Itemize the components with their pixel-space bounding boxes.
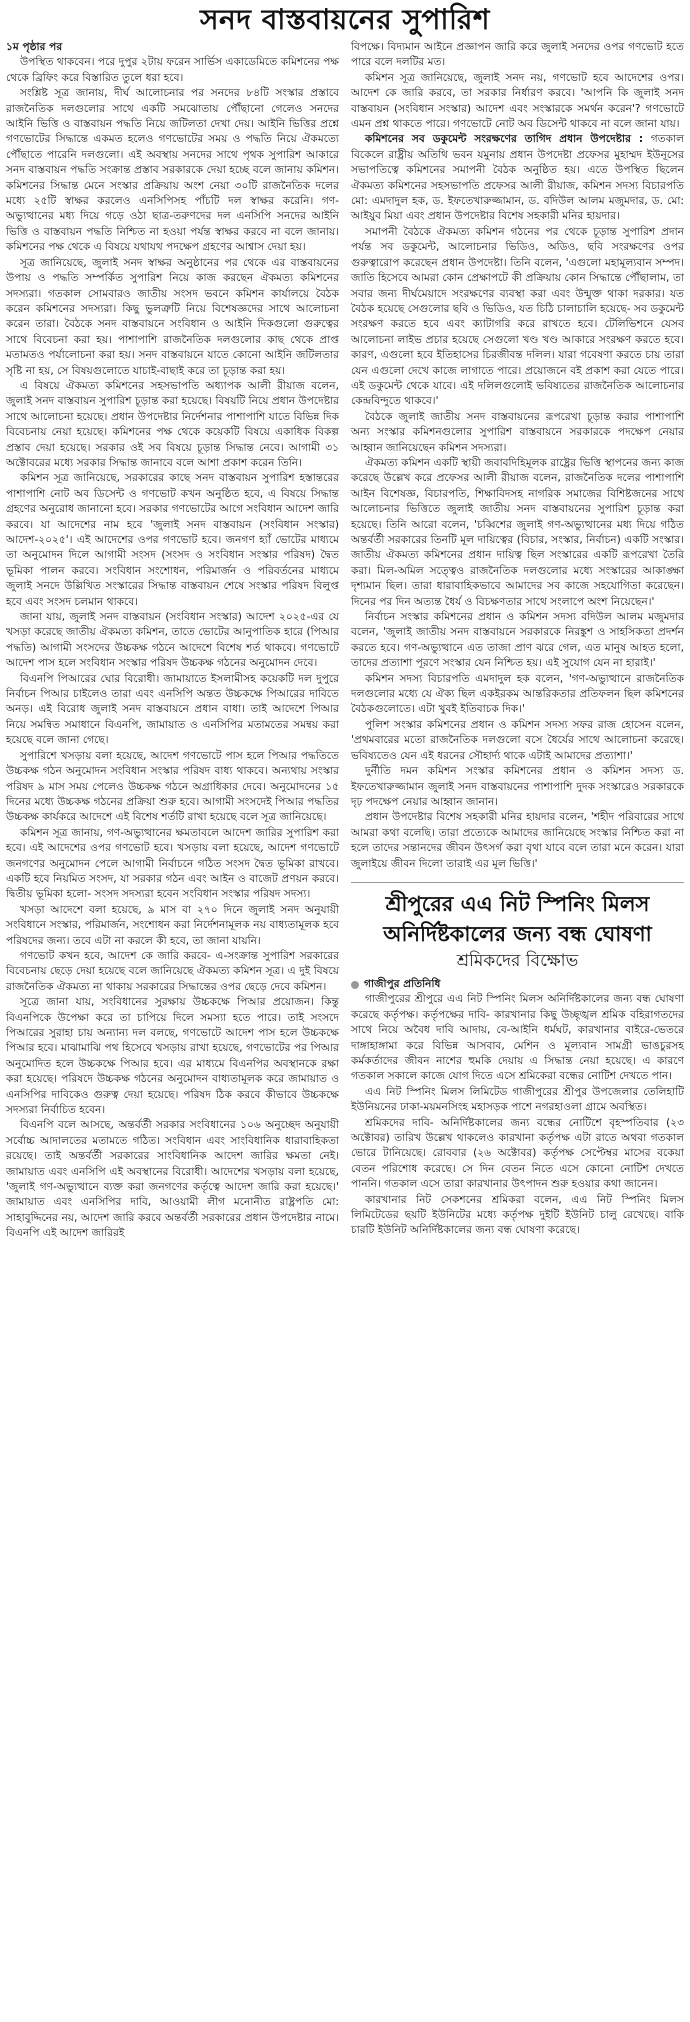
paragraph: বিএনপি পিআরের ঘোর বিরোধী। জামায়াতে ইসলামীসহ কয়েকটি দল দুপুরে নির্বাচন পিআর চাইলেও তারা এবং এনসিপি অন্তত উচ্চকক্ষে পিআরের দাবিতে অনড়। এই বিরোধ জুলাই সনদ বাস্তবায়নে প্রধান বাধা। তাই আদেশে পিআর নিয়ে সমন্বিত সমাধানে বিএনপি, জামায়াত ও এনসিপির মতামতের সমন্বয় করা হয়েছে বলে জানা গেছে। (6, 672, 339, 747)
paragraph: ঐকমত্য কমিশন একটি স্থায়ী জবাবদিহিমূলক রাষ্ট্রের ভিত্তি স্থাপনের জন্য কাজ করেছে উল্লেখ করে প্রফেসর আলী রীয়াজ বলেন, রাজনৈতিক দলের পাশাপাশি আইন বিশেষজ্ঞ, বিচারপতি, শিক্ষাবিদসহ নাগরিক সমাজের বিশিষ্টজনের সাথে আলোচনার ভিত্তিতে জুলাই জাতীয় সনদ বাস্তবায়নের সুপারিশ চূড়ান্ত করা হয়েছে। তিনি আরো বলেন, 'চব্বিশের জুলাই গণ-অভ্যুত্থানের মধ্য দিয়ে গঠিত অন্তর্বর্তী সরকারের তিনটি মূল দায়িত্বের (বিচার, সংস্কার, নির্বাচন) একটি সংস্কার। জাতীয় ঐকমত্য কমিশনের প্রধান দায়িত্ব ছিল সংস্কারের একটি রূপরেখা তৈরি করা। মিল-অমিল সত্ত্বেও রাজনৈতিক দলগুলোর মধ্যে সংস্কারের আকাঙ্ক্ষা দৃশ্যমান ছিল। তারা ধারাবাহিকভাবে আমাদের সব কাজে সহযোগিতা করেছেন। দিনের পর দিন অত্যন্ত ধৈর্য ও বিচক্ষণতার সাথে সংলাপে অংশ নিয়েছেন।' (351, 456, 684, 608)
paragraph: সমাপনী বৈঠকে ঐকমত্য কমিশন গঠনের পর থেকে চূড়ান্ত সুপারিশ প্রদান পর্যন্ত সব ডকুমেন্ট, আলোচনার ভিডিও, অডিও, ছবি সংরক্ষণের ওপর গুরুত্বারোপ করেছেন প্রধান উপদেষ্টা। তিনি বলেন, 'এগুলো মহামূল্যবান সম্পদ। জাতি হিসেবে আমরা কোন প্রেক্ষাপটে কী প্রক্রিয়ায় কোন সিদ্ধান্তে পৌঁছালাম, তা সবার জন্য দীর্ঘমেয়াদে সংরক্ষণের ব্যবস্থা করা এবং উন্মুক্ত থাকা দরকার। যত বৈঠক হয়েছে সেগুলোর ছবি ও ভিডিও, যত চিঠি চালাচালি হয়েছে- সব ডকুমেন্ট সংরক্ষণ করতে হবে এবং ক্যাটাগরি করে রাখতে হবে। টেলিভিশনে যেসব আলোচনা লাইভ প্রচার হয়েছে সেগুলো খণ্ড খণ্ড আকারে সংরক্ষণ করতে হবে। কারণ, এগুলো হবে ইতিহাসের চিরজীবন্ত দলিল। যারা গবেষণা করতে চায় তারা যেন এগুলো দেখে কাজে লাগাতে পারে। প্রয়োজনে বই প্রকাশ করা যেতে পারে। এই ডকুমেন্ট থেকে যাবে। এই দলিলগুলোই ভবিষ্যতের রাজনৈতিক আলোচনার কেন্দ্রবিন্দুতে থাকবে।' (351, 225, 684, 408)
continued-label: ১ম পৃষ্ঠার পর (6, 41, 63, 53)
paragraph: সূত্রে জানা যায়, সংবিধানের সুরক্ষায় উচ্চকক্ষে পিআর প্রয়োজন। কিন্তু বিএনপিকে উপেক্ষা করে তা চাপিয়ে দিলে সমস্যা হতে পারে। তাই সংসদে পিআরের সুরাহা চায় অন্যান্য দল বলছে, গণভোটে আদেশ পাস হলে উচ্চকক্ষে পিআর হবে। মাঝামাঝি পথ হিসেবে খসড়ায় রাখা হয়েছে, গণভোটের পর পিআর অনুমোদিত হলে উচ্চকক্ষে পিআর হবে। এর মাধ্যমে বিএনপির অবস্থানকে রক্ষা করা হয়েছে। পরিষদে উচ্চকক্ষ গঠনের অনুমোদন বাধ্যতামূলক করে জামায়াত ও এনসিপির দাবিকেও গুরুত্ব দেয়া হয়েছে। পরিষদ ঠিক করবে কীভাবে উচ্চকক্ষে সদস্যরা নির্বাচিত হবেন। (6, 996, 339, 1117)
second-article (351, 882, 684, 1239)
paragraph: পুলিশ সংস্কার কমিশনের প্রধান ও কমিশন সদস্য সফর রাজ হোসেন বলেন, 'প্রথমবারের মতো রাজনৈতিক দলগুলো বসে ধৈর্যের সাথে আলোচনা করেছে। ভবিষ্যতেও যেন এই ধরনের সৌহার্দ্য থাকে এটাই আমাদের প্রত্যাশা।' (351, 718, 684, 762)
byline (351, 977, 684, 992)
right-top-paragraphs (351, 40, 684, 132)
paragraph: কমিশন সদস্য বিচারপতি এমদাদুল হক বলেন, 'গণ-অভ্যুত্থানে রাজনৈতিক দলগুলোর মধ্যে যে ঐক্য ছিল একইরকম আন্তরিকতার প্রতিফলন ছিল কমিশনের বৈঠকগুলোতে। এটা খুবই ইতিবাচক দিক।' (351, 672, 684, 716)
paragraph: নির্বাচন সংস্কার কমিশনের প্রধান ও কমিশন সদস্য বদিউল আলম মজুমদার বলেন, 'জুলাই জাতীয় সনদ বাস্তবায়নে সরকারকে নিরঙ্কুশ ও সাহসিকতা প্রদর্শন করতে হবে। গণ-অভ্যুত্থানে এত তাজা প্রাণ ঝরে গেল, এত মানুষ আহত হলো, তাদের প্রত্যাশা পূরণে সংস্কার যেন নিশ্চিত হয়। এই সুযোগ যেন না হারাই।' (351, 611, 684, 670)
paragraph: কমিশন সূত্র জানিয়েছে, জুলাই সনদ নয়, গণভোট হবে আদেশের ওপর। আদেশ কে জারি করবে, তা সরকার নির্ধারণ করবে। 'আপনি কি জুলাই সনদ বাস্তবায়ন (সংবিধান সংস্কার) আদেশ এবং সংস্কারকে সমর্থন করেন'? গণভোটে এমন প্রশ্ন থাকতে পারে। গণভোটে নোট অব ডিসেন্ট থাকবে না বলে জানা যায়। (351, 71, 684, 131)
paragraph: গাজীপুরের শ্রীপুরে এএ নিট স্পিনিং মিলস অনির্দিষ্টকালের জন্য বন্ধ ঘোষণা করেছে কর্তৃপক্ষ। কর্তৃপক্ষের দাবি- কারখানার কিছু উচ্ছৃঙ্খল শ্রমিক বহিরাগতদের সাথে নিয়ে অবৈধ দাবি আদায়, বে-আইনি ধর্মঘট, কারখানার বাইরে-ভেতরে দাঙ্গাহাঙ্গামা করে বিভিন্ন আসবাব, মেশিন ও মূল্যবান সামগ্রী ভাঙচুরসহ কর্মকর্তাদের জীবন নাশের হুমকি দেয়ায় এ সিদ্ধান্ত নেয়া হয়েছে। এ কারণে গতকাল সকালে কাজে যোগ দিতে এসে শ্রমিকেরা বন্ধের নোটিশ দেখতে পান। (351, 993, 684, 1083)
paragraph: বিপক্ষে। বিদ্যমান আইনে প্রজ্ঞাপন জারি করে জুলাই সনদের ওপর গণভোট হতে পারে বলে দলটির মত। (351, 41, 684, 69)
article-columns (0, 40, 690, 1242)
left-column (6, 40, 339, 1242)
paragraph: সূত্র জানিয়েছে, জুলাই সনদ স্বাক্ষর অনুষ্ঠানের পর থেকে এর বাস্তবায়নের উপায় ও পদ্ধতি সম্পর্কিত সুপারিশ নিয়ে কাজ করছেন ঐকমত্য কমিশনের সদস্যরা। গতকাল সোমবারও জাতীয় সংসদ ভবনে কমিশন কার্যালয়ে বৈঠক করেন কমিশনের সদস্যরা। কিছু ভুলত্রুটি নিয়ে বিশেষজ্ঞদের সাথে আলোচনা করেন তারা। বৈঠকে সনদ বাস্তবায়নে সংবিধান ও আইনি দিকগুলো গুরুত্বের সাথে বিবেচনা করা হয়। পাশাপাশি রাজনৈতিক দলগুলোর কাছ থেকে প্রাপ্ত মতামতও পর্যালোচনা করা হয়। সনদ বাস্তবায়নে যাতে কোনো আইনি জটিলতার সৃষ্টি না হয়, সে বিষয়গুলোতে যাচাই-বাছাই করে তা চূড়ান্ত করা হয়। (6, 256, 339, 377)
second-subheadline: শ্রমিকদের বিক্ষোভ (456, 950, 579, 971)
paragraph: কারখানার নিট সেকশনের শ্রমিকরা বলেন, এএ নিট স্পিনিং মিলস লিমিটেডের ছয়টি ইউনিটের মধ্যে কর্তৃপক্ষ দুইটি ইউনিট চালু রেখেছে। বাকি চারটি ইউনিট অনির্দিষ্টকালের জন্য বন্ধ ঘোষণা করেছে। (351, 1193, 684, 1237)
right-body-paragraphs (351, 225, 684, 872)
paragraph: শ্রমিকদের দাবি- অনির্দিষ্টকালের জন্য বন্ধের নোটিশে বৃহস্পতিবার (২৩ অক্টোবর) তারিখ উল্লেখ থাকলেও কারখানা কর্তৃপক্ষ এটা রাতে অথবা গতকাল ভোরে টানিয়েছে। রোববার (২৬ অক্টোবর) কর্তৃপক্ষ সেপ্টেম্বর মাসের বকেয়া বেতন পরিশোধ করেছে। সে দিন বেতন নিতে এসে কোনো নোটিশ দেখতে পাননি। গতকাল এসে তারা কারখানার উৎপাদন শুরু হওয়ার কথা জানেন। (351, 1116, 684, 1191)
second-headline-line2: অনির্দিষ্টকালের জন্য বন্ধ ঘোষণা (383, 921, 652, 946)
paragraph: বিএনপি বলে আসছে, অন্তর্বর্তী সরকার সংবিধানের ১০৬ অনুচ্ছেদ অনুযায়ী সর্বোচ্চ আদালতের মতামতে গঠিত। সংবিধান এবং সাংবিধানিক ধারাবাহিকতা রয়েছে। তাই অন্তর্বর্তী সরকারের সাংবিধানিক আদেশ জারির ক্ষমতা নেই। জামায়াত এবং এনসিপি এই অবস্থানের বিরোধী। আদেশের খসড়ায় বলা হয়েছে, 'জুলাই গণ-অভ্যুত্থানে ব্যক্ত করা জনগণের কর্তৃত্বে আদেশ জারি করা হয়েছে।' জামায়াত এবং এনসিপির দাবি, আওয়ামী লীগ মনোনীত রাষ্ট্রপতি মো: সাহাবুদ্দিনের নয়, আদেশ জারি করবে অন্তর্বর্তী সরকারের প্রধান উপদেষ্টার নামে। বিএনপি এই আদেশ জারিরই (6, 1119, 339, 1240)
paragraph: বৈঠকে জুলাই জাতীয় সনদ বাস্তবায়নের রূপরেখা চূড়ান্ত করার পাশাপাশি অন্য সংস্কার কমিশনগুলোর সুপারিশ বাস্তবায়নে সরকারকে পদক্ষেপ নেয়ার আহ্বান জানিয়েছেন কমিশন সদস্যরা। (351, 410, 684, 454)
paragraph: গণভোট কখন হবে, আদেশ কে জারি করবে- এ-সংক্রান্ত সুপারিশ সরকারের বিবেচনায় ছেড়ে দেয়া হয়েছে বলে জানিয়েছে ঐকমত্য কমিশন সূত্র। এ দুই বিষয়ে রাজনৈতিক ঐকমত্য না থাকায় সরকারের সিদ্ধান্তের ওপর ছেড়ে দেবে কমিশন। (6, 949, 339, 993)
paragraph: প্রধান উপদেষ্টার বিশেষ সহকারী মনির হায়দার বলেন, 'শহীদ পরিবারের সাথে আমরা কথা বলেছি। তারা প্রত্যেকে আমাদের জানিয়েছে সংস্কার নিশ্চিত করা না হলে তাদের সন্তানদের জীবন উৎসর্গ করা বৃথা যাবে বলে তারা মনে করেন। যারা জুলাইয়ে জীবন দিলো তারাই এর মূল ভিত্তি।' (351, 811, 684, 870)
bullet-icon (351, 981, 359, 989)
subhead-paragraph (351, 132, 684, 224)
paragraph: কমিশন সূত্র জানায়, গণ-অভ্যুত্থানের ক্ষমতাবলে আদেশ জারির সুপারিশ করা হবে। এই আদেশের ওপর গণভোট হবে। খসড়ায় বলা হয়েছে, আদেশ গণভোটে জনগণের অনুমোদন পেলে আগামী নির্বাচনে গঠিত সংসদ দ্বৈত ভূমিকা রাখবে। একটি হবে নিয়মিত সংসদ, যা সরকার গঠন এবং আইন ও বাজেট প্রণয়ন করবে। দ্বিতীয় ভূমিকা হলো- সংসদ সদস্যরা হবেন সংবিধান সংস্কার পরিষদ সদস্য। (6, 826, 339, 901)
byline-text: গাজীপুর প্রতিনিধি (364, 977, 441, 990)
paragraph: এ বিষয়ে ঐকমত্য কমিশনের সহসভাপতি অধ্যাপক আলী রীয়াজ বলেন, জুলাই সনদ বাস্তবায়ন সুপারিশ চূড়ান্ত করা হয়েছে। বিষয়টি নিয়ে প্রধান উপদেষ্টার সাথে আলোচনা হয়েছে। প্রধান উপদেষ্টার নির্দেশনার পাশাপাশি যাতে বিভিন্ন দিক বিবেচনায় নেয়া হয়েছে। কমিশনের পক্ষ থেকে কয়েকটি বিষয়ে একাধিক বিকল্প প্রস্তাব দেয়া হয়েছে। সরকার ওই সব বিষয়ে চূড়ান্ত সিদ্ধান্ত নেবে। আগামী ৩১ অক্টোবরের মধ্যে সরকার সিদ্ধান্ত জানাবে বলে আশা প্রকাশ করেন তিনি। (6, 379, 339, 469)
paragraph: জানা যায়, জুলাই সনদ বাস্তবায়ন (সংবিধান সংস্কার) আদেশ ২০২৫-এর যে খসড়া করেছে জাতীয় ঐকমত্য কমিশন, তাতে ভোটের আনুপাতিক হারে (পিআর পদ্ধতি) আগামী সংসদের উচ্চকক্ষ গঠনে আদেশে বিশেষ শর্ত থাকবে। গণভোটে আদেশ পাস হলে সংবিধান সংস্কার পরিষদ উচ্চকক্ষ গঠনের অনুমোদন দেবে। (6, 611, 339, 670)
paragraph: খসড়া আদেশে বলা হয়েছে, ৯ মাস বা ২৭০ দিনে জুলাই সনদ অনুযায়ী সংবিধানে সংস্কার, পরিমার্জন, সংশোধন করা নির্দেশনামূলক নয় বাধ্যতামূলক হবে পরিষদের জন্য। তবে এটা না করলে কী হবে, তা জানা যায়নি। (6, 903, 339, 947)
paragraph: উপস্থিত থাকবেন। পরে দুপুর ২টায় ফরেন সার্ভিস একাডেমিতে কমিশনের পক্ষ থেকে ব্রিফিং করে বিস্তারিত তুলে ধরা হবে। (6, 56, 339, 84)
paragraph: সংশ্লিষ্ট সূত্র জানায়, দীর্ঘ আলোচনার পর সনদের ৮৪টি সংস্কার প্রস্তাবে রাজনৈতিক দলগুলোর সাথে একটি সমঝোতায় পৌঁছানো গেলেও সনদের আইনি ভিত্তি ও বাস্তবায়ন পদ্ধতি নিয়ে জটিলতা দেখা দেয়। আইনি ভিত্তির প্রশ্নে গণভোটের সিদ্ধান্তে একমত হলেও গণভোটের সময় ও পদ্ধতি নিয়ে ঐকমত্যে পৌঁছাতে পারেনি দলগুলো। এই অবস্থায় সনদের সাথে পৃথক সুপারিশ আকারে সনদ বাস্তবায়ন পদ্ধতি সংক্রান্ত প্রস্তাব সরকারকে দেয়া হচ্ছে বলে জানায় কমিশন। কমিশনের সিদ্ধান্ত মেনে সংস্কার প্রক্রিয়ায় অংশ নেয়া ৩০টি রাজনৈতিক দলের মধ্যে ২৫টি স্বাক্ষর করলেও এনসিপিসহ পাঁচটি দল স্বাক্ষর করেনি। গণ-অভ্যুত্থানের মধ্য দিয়ে গড়ে ওঠা ছাত্র-তরুণদের দল এনসিপি সনদের আইনি ভিত্তি ও বাস্তবায়ন পদ্ধতি নিশ্চিত না হওয়া পর্যন্ত স্বাক্ষর করবে না বলে জানায়। কমিশনের পক্ষ থেকে এ বিষয়ে যথাযথ পদক্ষেপ গ্রহণের আশ্বাস দেয়া হয়। (6, 87, 339, 254)
second-article-body (351, 992, 684, 1239)
paragraph: দুর্নীতি দমন কমিশন সংস্কার কমিশনের প্রধান ও কমিশন সদস্য ড. ইফতেখারুজ্জামান জুলাই সনদ বাস্তবায়নের পাশাপাশি দুদক সংস্কারেও সরকারকে দৃঢ় পদক্ষেপ নেয়ার আহ্বান জানান। (351, 765, 684, 808)
headline: সনদ বাস্তবায়নের সুপারিশ (200, 3, 490, 36)
paragraph: এএ নিট স্পিনিং মিলস লিমিটেড গাজীপুরের শ্রীপুর উপজেলার তেলিহাটি ইউনিয়নের ঢাকা-ময়মনসিংহ মহাসড়ক পাশে নগরহাওলা গ্রামে অবস্থিত। (351, 1085, 684, 1114)
subhead-text: গতকাল বিকেলে রাষ্ট্রীয় অতিথি ভবন যমুনায় প্রধান উপদেষ্টা প্রফেসর মুহাম্মদ ইউনূসের সভাপতিত্বে কমিশনের সমাপনী বৈঠক অনুষ্ঠিত হয়। এতে উপস্থিত ছিলেন ঐকমত্য কমিশনের সহসভাপতি প্রফেসর আলী রীয়াজ, কমিশন সদস্য বিচারপতি মো: এমদাদুল হক, ড. ইফতেখারুজ্জামান, ড. বদিউল আলম মজুমদার, ড. মো: আইয়ুব মিয়া এবং প্রধান উপদেষ্টার বিশেষ সহকারী মনির হায়দার। (351, 133, 685, 223)
subhead-lead: কমিশনের সব ডকুমেন্ট সংরক্ষণের তাগিদ প্রধান উপদেষ্টার : (365, 133, 644, 146)
paragraph: সুপারিশে খসড়ায় বলা হয়েছে, আদেশ গণভোটে পাস হলে পিআর পদ্ধতিতে উচ্চকক্ষ গঠন অনুমোদন সংবিধান সংস্কার পরিষদ বাধ্য থাকবে। অন্যথায় সংস্কার পরিষদ ৯ মাস সময় পেলেও উচ্চকক্ষ গঠনে অগ্রাধিকার দেবে। অনুমোদনের ১৫ দিনের মধ্যে উচ্চকক্ষ গঠনের প্রক্রিয়া শুরু হবে। আগামী সংসদেই পিআর পদ্ধতির উচ্চকক্ষ কার্যকরে আদেশে এই বিশেষ শর্তটি রাখা হয়েছে বলে সূত্র জানিয়েছে। (6, 749, 339, 824)
second-headline-line1: শ্রীপুরের এএ নিট স্পিনিং মিলস (385, 891, 650, 916)
right-column (351, 40, 684, 1242)
paragraph: কমিশন সূত্র জানিয়েছে, সরকারের কাছে সনদ বাস্তবায়ন সুপারিশ হস্তান্তরের পাশাপাশি নোট অব ডিসেন্ট ও গণভোট কখন অনুষ্ঠিত হবে, এ বিষয়ে সিদ্ধান্ত গ্রহণের অনুরোধ জানানো হবে। সরকার গণভোটের আগে সংবিধান আদেশ জারি করবে। যা আদেশের নাম হবে 'জুলাই সনদ বাস্তবায়ন (সংবিধান সংস্কার) আদেশ-২০২৫'। এই আদেশের ওপর গণভোট হবে। জনগণ হ্যাঁ ভোটের মাধ্যমে তা অনুমোদন দিলে আগামী সংসদ (সংসদ ও সংবিধান সংস্কার পরিষদ) দ্বৈত ভূমিকা পালন করবে। সংবিধান সংশোধন, পরিমার্জন ও পরিবর্তনের মাধ্যমে জুলাই সনদে উল্লিখিত সংস্কারের সিদ্ধান্ত বাস্তবায়ন শেষে সংস্কার পরিষদ বিলুপ্ত হবে এবং সংসদ চলমান থাকবে। (6, 472, 339, 608)
